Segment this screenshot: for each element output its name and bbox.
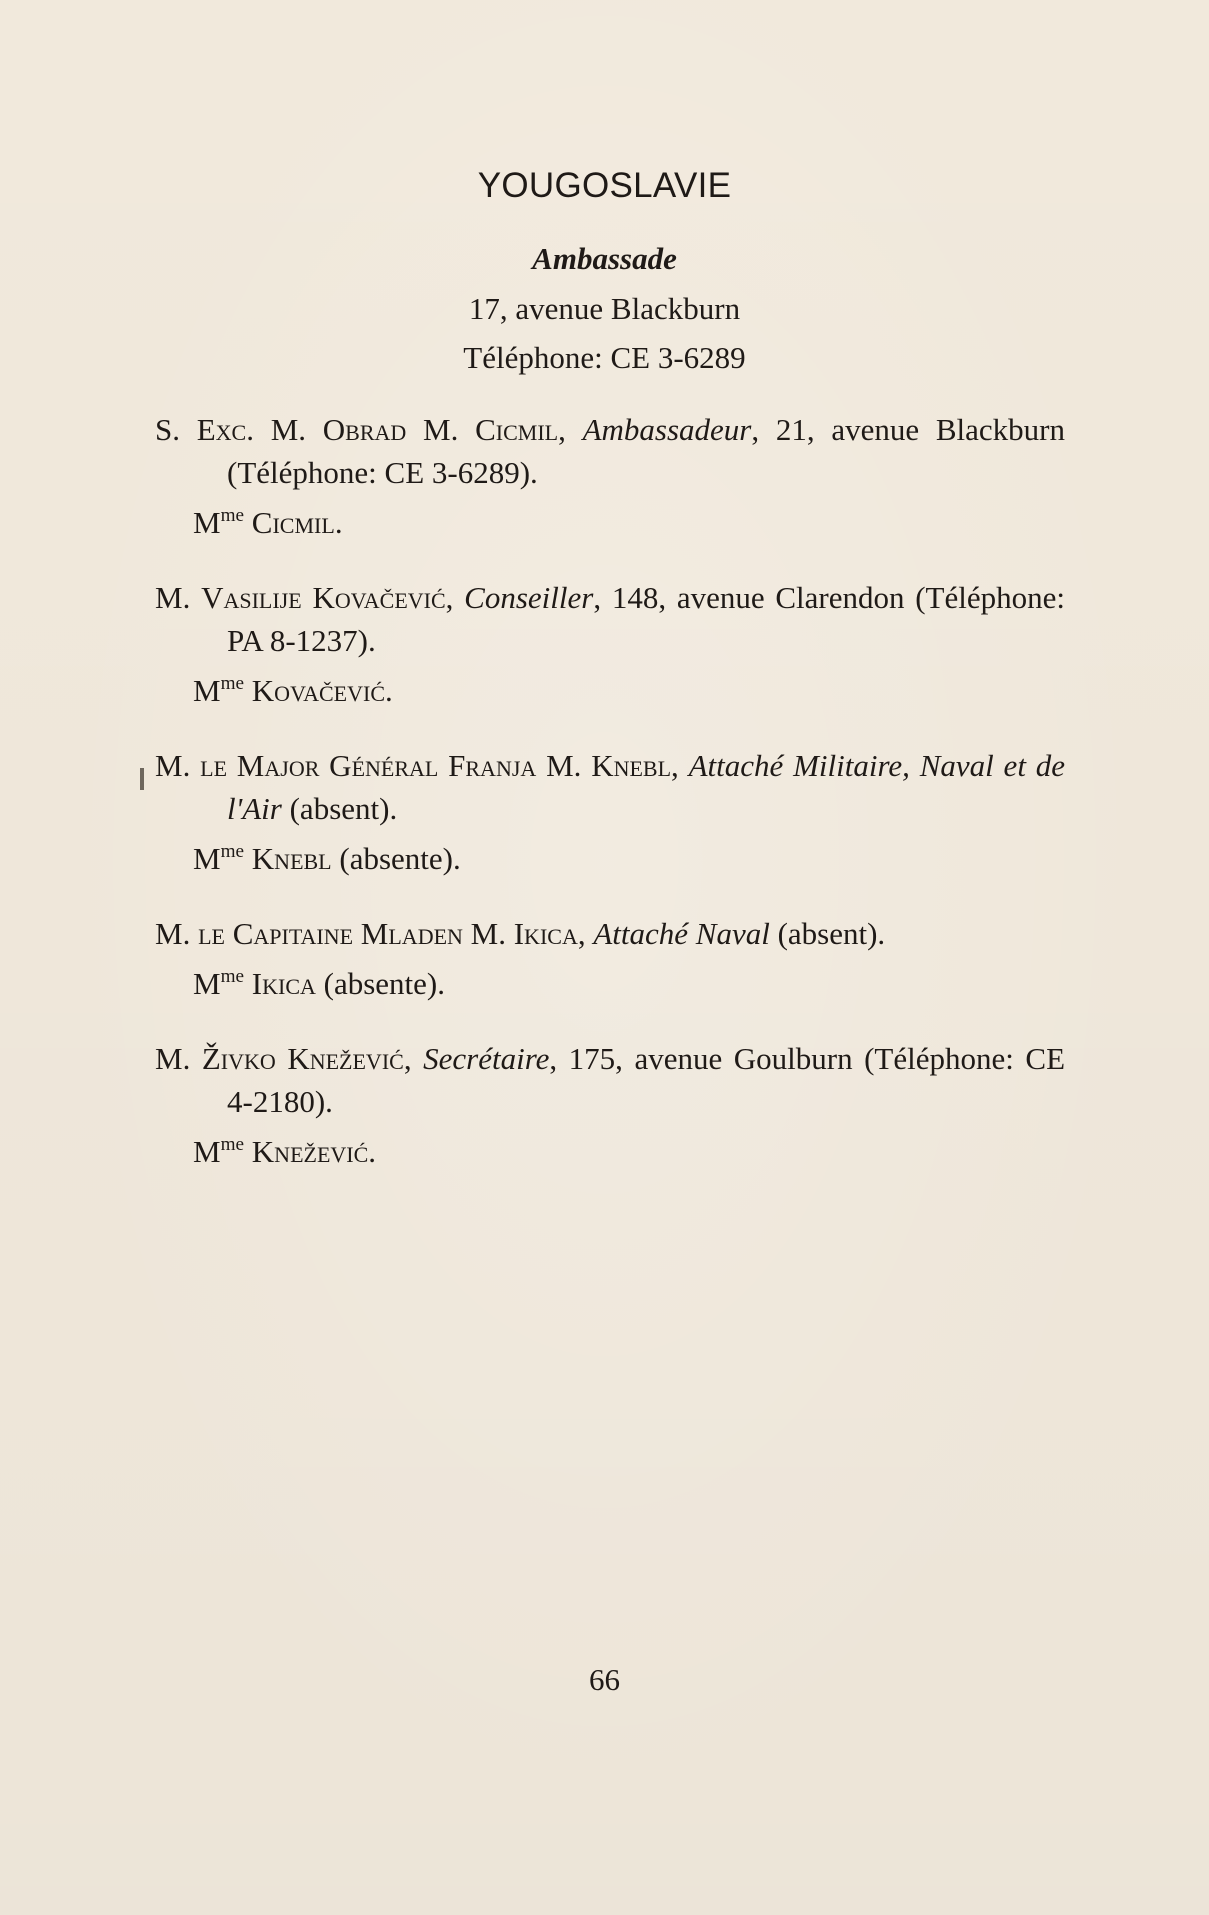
mme: M (193, 672, 221, 708)
mme: M (193, 840, 221, 876)
name-mid: M. (536, 747, 592, 783)
details: , 148, avenue Clarendon (Téléphone: PA 8-1237). (227, 579, 1065, 658)
details: (absent). (769, 915, 886, 951)
punctuation: , (445, 579, 465, 615)
punctuation: , (577, 915, 594, 951)
name-lead: M. (253, 412, 323, 447)
mme-superscript: me (220, 672, 245, 694)
name-mid: M. (406, 412, 476, 447)
mme-superscript: me (220, 840, 245, 862)
rank-and-given-name: le Major Général Franja (200, 747, 537, 783)
staff-entry (155, 744, 1065, 880)
surname: Kovačević (312, 579, 446, 615)
section-heading: Ambassade (532, 241, 677, 276)
mme: M (193, 504, 221, 540)
embassy-address: 17, avenue Blackburn (468, 291, 741, 326)
punctuation: , (403, 1040, 424, 1076)
given-name: Obrad (322, 412, 407, 447)
entry-prefix: M. (155, 915, 199, 951)
mme-superscript: me (220, 1133, 245, 1155)
spouse-tail: (absente). (315, 965, 446, 1001)
honorific: Exc. (196, 412, 254, 447)
name-mid: M. (462, 915, 514, 951)
spouse-surname: Knežević (251, 1133, 369, 1169)
entry-prefix: M. (155, 579, 202, 615)
details: , 21, avenue Blackburn (Téléphone: CE 3-6289). (227, 412, 1065, 490)
given-name: Živko (201, 1040, 276, 1076)
role: Attaché Militaire, Naval et de l'Air (227, 747, 1065, 826)
details: , 175, avenue Goulburn (Téléphone: CE 4-2180). (227, 1040, 1066, 1119)
mme: M (193, 1133, 221, 1169)
spouse-surname: Cicmil (251, 504, 335, 540)
embassy-phone: Téléphone: CE 3-6289 (463, 340, 746, 375)
name-mid (276, 1041, 288, 1076)
staff-entry (155, 408, 1065, 544)
spouse-surname: Kovačević (251, 672, 386, 708)
staff-list (155, 408, 1065, 1205)
punctuation: , (558, 412, 583, 447)
entry-prefix: M. (155, 747, 201, 783)
surname: Knežević (287, 1040, 404, 1076)
spouse-line (155, 1123, 1065, 1173)
rank-and-given-name: le Capitaine Mladen (198, 915, 463, 951)
surname: Cicmil (475, 412, 559, 447)
staff-primary-line (155, 744, 1065, 830)
mme-superscript: me (220, 505, 245, 526)
role: Ambassadeur (582, 412, 752, 447)
spouse-tail: (absente). (331, 840, 461, 876)
surname: Ikica (513, 915, 578, 951)
page-number: 66 (589, 1662, 620, 1697)
spouse-surname: Knebl (251, 840, 332, 876)
mme-superscript: me (220, 965, 245, 987)
spouse-line (155, 494, 1065, 544)
details: (absent). (281, 790, 398, 826)
spouse-surname: Ikica (251, 965, 316, 1001)
role: Secrétaire (423, 1040, 550, 1076)
punctuation: , (671, 747, 689, 783)
given-name: Vasilije (201, 579, 302, 615)
spouse-tail: . (334, 504, 343, 540)
spouse-line (155, 830, 1065, 880)
name-mid (302, 580, 313, 615)
spouse-line (155, 662, 1065, 712)
entry-prefix: M. (155, 1040, 202, 1076)
staff-entry (155, 576, 1065, 712)
role: Attaché Naval (593, 915, 770, 951)
mme: M (193, 965, 221, 1001)
spouse-line (155, 955, 1065, 1005)
spouse-tail: . (368, 1133, 377, 1169)
country-heading: YOUGOSLAVIE (477, 166, 732, 205)
staff-primary-line (155, 1037, 1065, 1123)
staff-primary-line (155, 408, 1065, 494)
staff-entry (155, 912, 1065, 1005)
staff-primary-line (155, 576, 1065, 662)
surname: Knebl (591, 747, 672, 783)
role: Conseiller (464, 579, 594, 615)
spouse-tail: . (385, 672, 393, 708)
margin-mark (140, 768, 144, 790)
entry-prefix: S. (155, 412, 197, 447)
staff-primary-line (155, 912, 1065, 955)
staff-entry (155, 1037, 1065, 1173)
